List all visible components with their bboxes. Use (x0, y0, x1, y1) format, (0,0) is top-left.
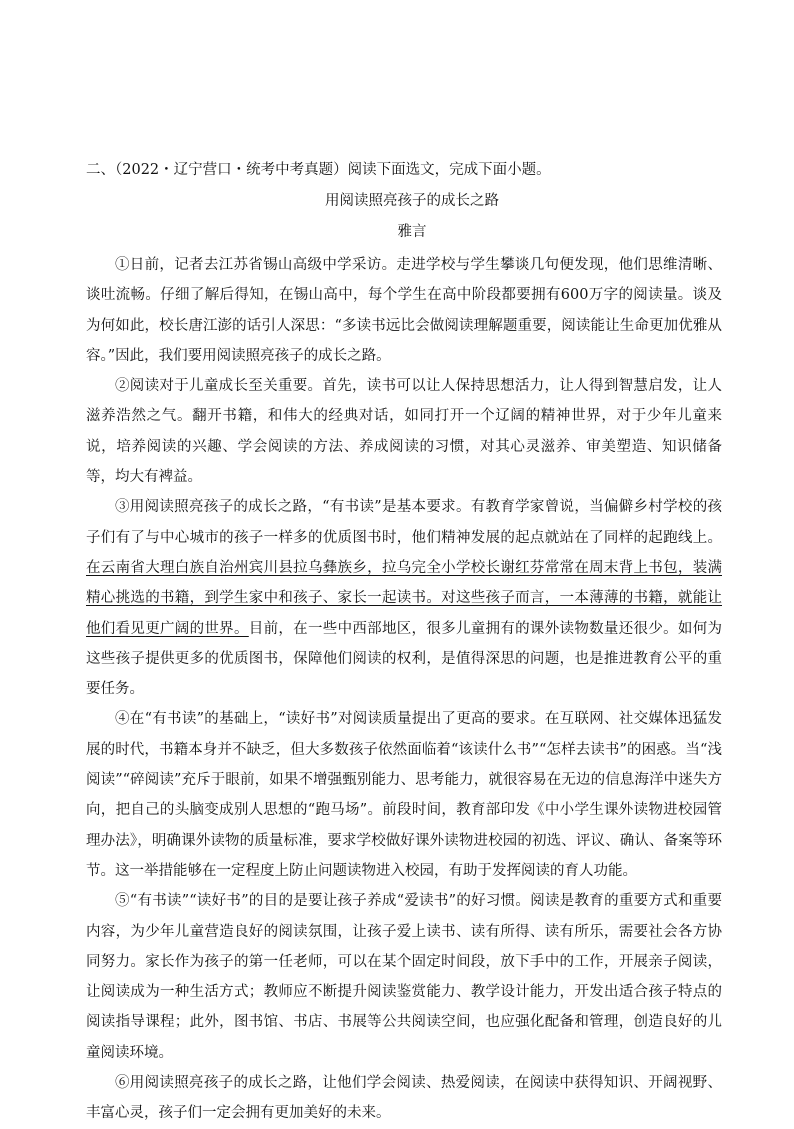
article-title: 用阅读照亮孩子的成长之路 (325, 193, 499, 209)
paragraph-2: ②阅读对于儿童成长至关重要。首先，读书可以让人保持思想活力，让人得到智慧启发，让人滋养浩然之气。翻开书籍，和伟大的经典对话，如同打开一个辽阔的精神世界，对于少年儿童来说，培养阅读的兴趣、学会阅读的方法、养成阅读的习惯，对其心灵滋养、审美塑造、知识储备等，均大有裨益。 (86, 378, 722, 486)
paragraph-3-intro: ③用阅读照亮孩子的成长之路，“有书读”是基本要求。有教育学家曾说，当偏僻乡村学校的孩子们有了与中心城市的孩子一样多的优质图书时，他们精神发展的起点就站在了同样的起跑线上。 (86, 499, 722, 546)
paragraph-5: ⑤“有书读”“读好书”的目的是要让孩子养成“爱读书”的好习惯。阅读是教育的重要方式和重要内容，为少年儿童营造良好的阅读氛围，让孩子爱上读书、读有所得、读有所乐，需要社会各方协同努力。家长作为孩子的第一任老师，可以在某个固定时间段，放下手中的工作，开展亲子阅读，让阅读成为一种生活方式；教师应不断提升阅读鉴赏能力、教学设计能力，开发出适合孩子特点的阅读指导课程；此外，图书馆、书店、书展等公共阅读空间，也应强化配备和管理，创造良好的儿童阅读环境。 (86, 893, 722, 1061)
paragraph-4: ④在“有书读”的基础上，“读好书”对阅读质量提出了更高的要求。在互联网、社交媒体迅猛发展的时代，书籍本身并不缺乏，但大多数孩子依然面临着“该读什么书”“怎样去读书”的困惑。当“浅阅读”“碎阅读”充斥于眼前，如果不增强甄别能力、思考能力，就很容易在无边的信息海洋中迷失方向，把自己的头脑变成别人思想的“跑马场”。前段时间，教育部印发《中小学生课外读物进校园管理办法》，明确课外读物的质量标准，要求学校做好课外读物进校园的初选、评议、确认、备案等环节。这一举措能够在一定程度上防止问题读物进入校园，有助于发挥阅读的育人功能。 (86, 711, 722, 879)
question-header: 二、（2022・辽宁营口・统考中考真题）阅读下面选文，完成下面小题。 (86, 162, 551, 178)
paragraph-3 (86, 492, 722, 704)
paragraph-3-conclusion: 目前，在一些中西部地区，很多儿童拥有的课外读物数量还很少。如何为这些孩子提供更多的优质图书，保障他们阅读的权利，是值得深思的问题，也是推进教育公平的重要任务。 (86, 620, 723, 698)
article-body (86, 250, 722, 1129)
article-author: 雅言 (397, 224, 427, 240)
paragraph-3-underlined-passage: 在云南省大理白族自治州宾川县拉乌彝族乡，拉乌完全小学校长谢红芬常常在周末背上书包，装满精心挑选的书籍，到学生家中和孩子、家长一起读书。对这些孩子而言，一本薄薄的书籍，就能让他们看见更广阔的世界。 (86, 559, 722, 637)
paragraph-1: ①日前，记者去江苏省锡山高级中学采访。走进学校与学生攀谈几句便发现，他们思维清晰、谈吐流畅。仔细了解后得知，在锡山高中，每个学生在高中阶段都要拥有600万字的阅读量。谈及为何如此，校长唐江澎的话引人深思：“多读书远比会做阅读理解题重要，阅读能让生命更加优雅从容。”因此，我们要用阅读照亮孩子的成长之路。 (86, 257, 722, 364)
paragraph-6: ⑥用阅读照亮孩子的成长之路，让他们学会阅读、热爱阅读，在阅读中获得知识、开阔视野、丰富心灵，孩子们一定会拥有更加美好的未来。 (86, 1075, 722, 1122)
